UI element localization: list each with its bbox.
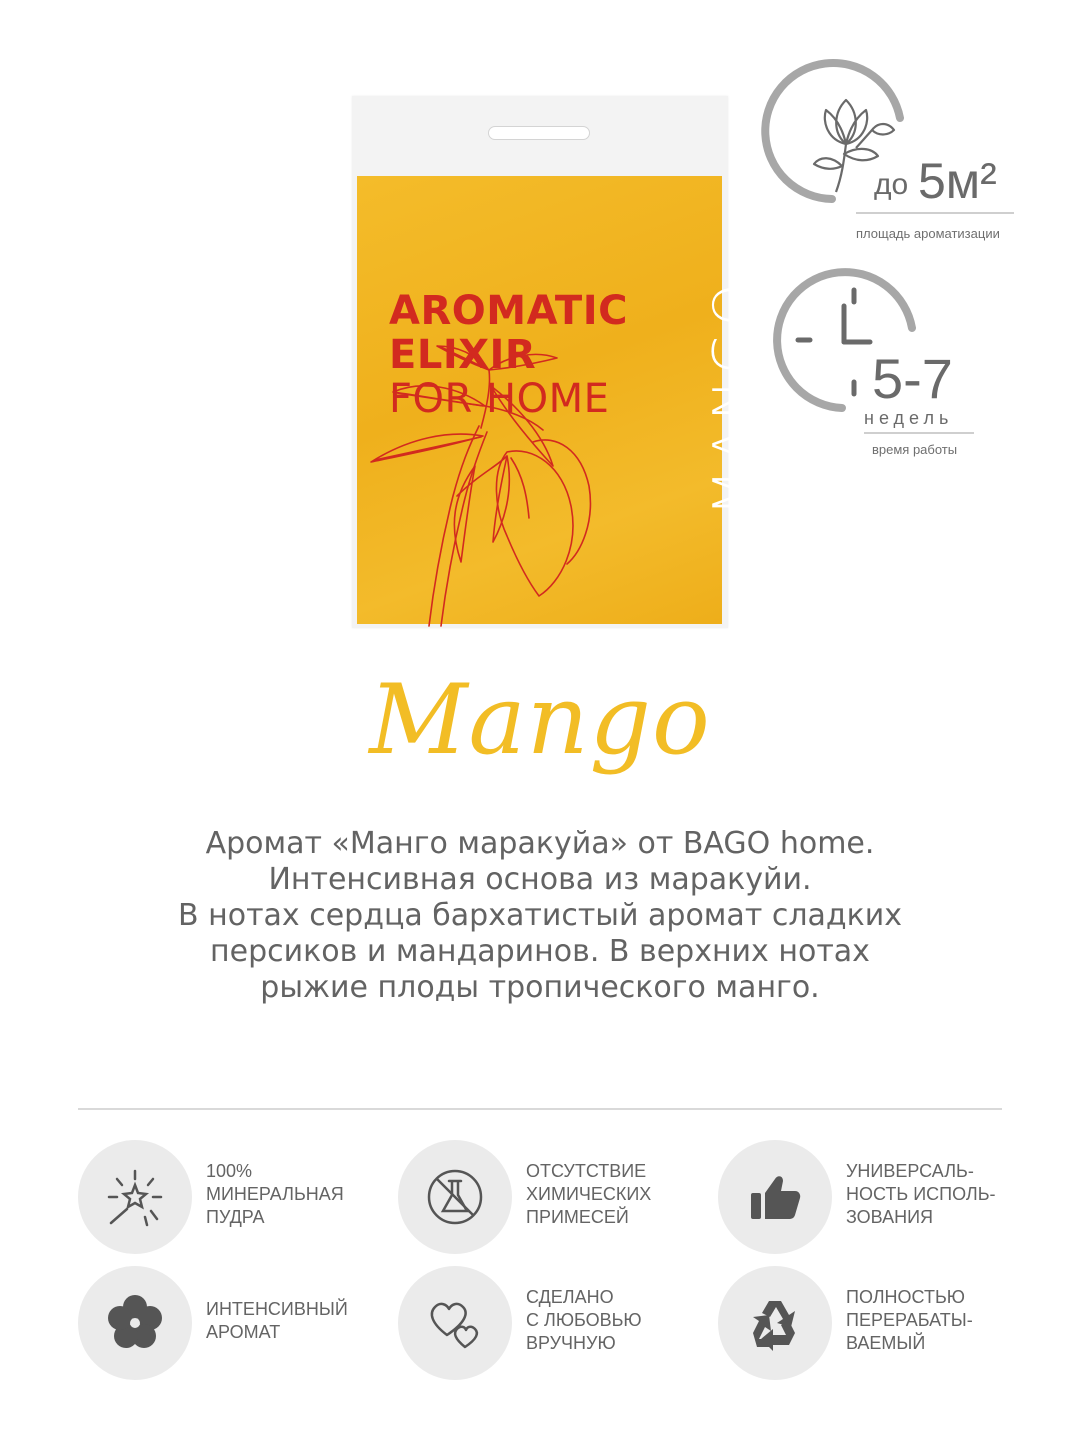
thumbs-up-icon bbox=[745, 1167, 805, 1227]
description-line: рыжие плоды тропического манго. bbox=[260, 970, 820, 1005]
coverage-area-spec bbox=[776, 60, 1026, 250]
feature-icon-circle bbox=[398, 1266, 512, 1380]
feature-intense-aroma bbox=[78, 1266, 398, 1382]
feature-text: ИНТЕНСИВНЫЙ АРОМАТ bbox=[206, 1299, 348, 1342]
product-package bbox=[352, 96, 765, 628]
feature-no-chemicals bbox=[398, 1140, 718, 1256]
package-line-2: ELIXIR bbox=[389, 332, 537, 378]
feature-text: ПОЛНОСТЬЮ ПЕРЕРАБАТЫ- ВАЕМЫЙ bbox=[846, 1287, 973, 1353]
area-value: 5м² bbox=[918, 153, 997, 209]
package-line-3: FOR HOME bbox=[389, 376, 610, 422]
package-front bbox=[357, 176, 765, 624]
feature-icon-circle bbox=[718, 1266, 832, 1380]
time-value: 5-7 bbox=[872, 347, 953, 410]
description-line: В нотах сердца бархатистый аромат сладких bbox=[177, 898, 902, 933]
time-rule bbox=[864, 432, 974, 434]
product-title: Mango bbox=[369, 664, 711, 776]
package-vertical-name: MANGO bbox=[702, 277, 765, 516]
section-divider bbox=[78, 1108, 1002, 1110]
feature-icon-circle bbox=[78, 1140, 192, 1254]
sparkle-icon bbox=[105, 1167, 165, 1227]
no-chemicals-icon bbox=[425, 1167, 485, 1227]
hang-hole bbox=[488, 126, 590, 140]
description-line: персиков и мандаринов. В верхних нотах bbox=[210, 934, 870, 969]
area-rule bbox=[856, 212, 1014, 214]
feature-recyclable bbox=[718, 1266, 1038, 1382]
feature-text: 100% МИНЕРАЛЬНАЯ ПУДРА bbox=[206, 1161, 344, 1227]
hearts-icon bbox=[425, 1293, 485, 1353]
feature-text: ОТСУТСТВИЕ ХИМИЧЕСКИХ ПРИМЕСЕЙ bbox=[526, 1161, 652, 1227]
area-caption: площадь ароматизации bbox=[856, 226, 1000, 241]
flower-icon bbox=[105, 1293, 165, 1353]
feature-text: УНИВЕРСАЛЬ- НОСТЬ ИСПОЛЬ- ЗОВАНИЯ bbox=[846, 1161, 996, 1227]
description-line: Аромат «Манго маракуйа» от BAGO home. bbox=[205, 826, 875, 861]
package-line-1: AROMATIC bbox=[389, 288, 628, 334]
feature-icon-circle bbox=[718, 1140, 832, 1254]
feature-mineral-powder bbox=[78, 1140, 398, 1256]
feature-text: СДЕЛАНО С ЛЮБОВЬЮ ВРУЧНУЮ bbox=[526, 1287, 642, 1353]
description-line: Интенсивная основа из маракуйи. bbox=[268, 862, 812, 897]
product-description bbox=[0, 826, 1080, 1006]
recycle-icon bbox=[745, 1293, 805, 1353]
feature-icon-circle bbox=[78, 1266, 192, 1380]
feature-icon-circle bbox=[398, 1140, 512, 1254]
time-unit: недель bbox=[864, 408, 954, 428]
area-prefix: до bbox=[874, 168, 909, 201]
feature-universal bbox=[718, 1140, 1038, 1256]
mango-illustration bbox=[357, 346, 657, 626]
working-time-spec bbox=[776, 262, 1026, 472]
feature-handmade bbox=[398, 1266, 718, 1382]
time-caption: время работы bbox=[872, 442, 958, 457]
